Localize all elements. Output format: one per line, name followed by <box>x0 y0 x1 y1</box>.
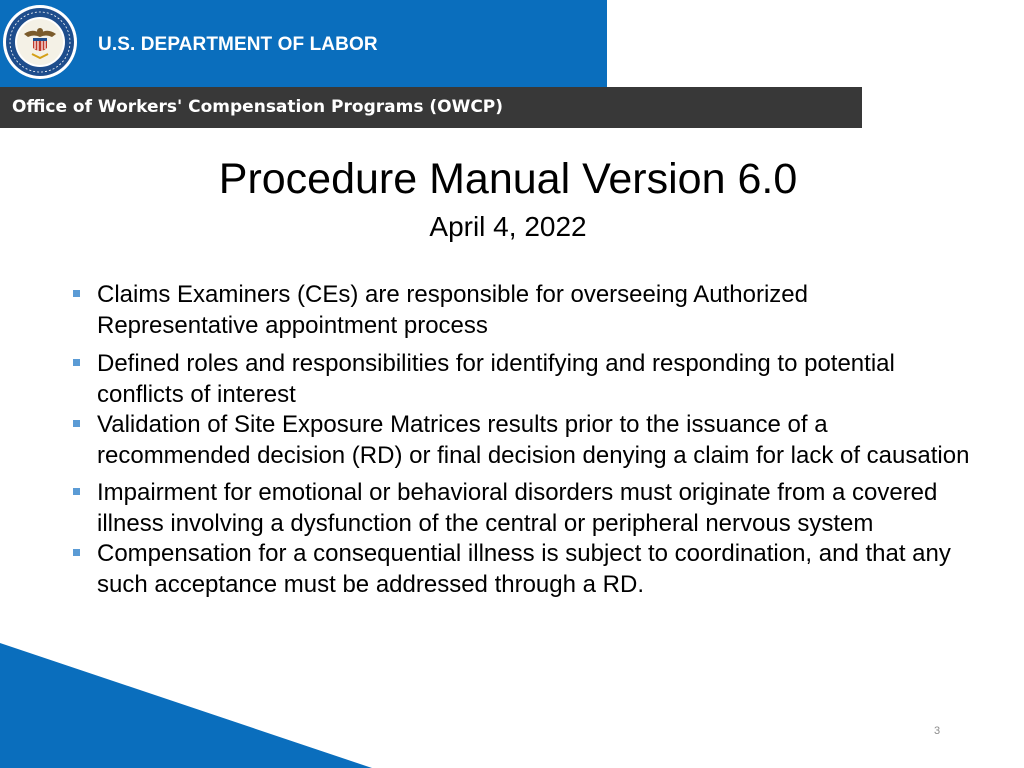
slide-date: April 4, 2022 <box>429 211 587 242</box>
page-number: 3 <box>934 725 941 737</box>
dol-header-bar <box>0 0 607 87</box>
bullet-item <box>72 410 972 471</box>
agency-name: U.S. DEPARTMENT OF LABOR <box>98 34 378 55</box>
bullet-text: Impairment for emotional or behavioral disorders must originate from a covered illness involving a dysfunction of the central or peripheral nervous system <box>97 479 938 537</box>
square-bullet-icon <box>73 420 80 427</box>
bullet-text: Validation of Site Exposure Matrices results prior to the issuance of a recommended decision (RD) or final decision denying a claim for lack of causation <box>97 411 970 469</box>
corner-decoration <box>0 643 400 768</box>
owcp-header-bar <box>0 87 862 128</box>
square-bullet-icon <box>73 290 80 297</box>
dol-seal-icon <box>2 4 78 80</box>
square-bullet-icon <box>73 488 80 495</box>
bullet-text: Compensation for a consequential illness is subject to coordination, and that any such acceptance must be addressed through a RD. <box>97 540 951 598</box>
bullet-item <box>72 349 972 410</box>
square-bullet-icon <box>73 549 80 556</box>
bullet-item <box>72 539 972 600</box>
bullet-list <box>72 280 972 600</box>
bullet-item <box>72 280 972 341</box>
slide-title: Procedure Manual Version 6.0 <box>218 155 798 203</box>
office-name: Office of Workers' Compensation Programs (OWCP) <box>12 97 504 117</box>
bullet-text: Defined roles and responsibilities for identifying and responding to potential conflicts of interest <box>97 350 895 408</box>
square-bullet-icon <box>73 359 80 366</box>
bullet-text: Claims Examiners (CEs) are responsible for overseeing Authorized Representative appointment process <box>97 281 808 339</box>
bullet-item <box>72 478 972 539</box>
